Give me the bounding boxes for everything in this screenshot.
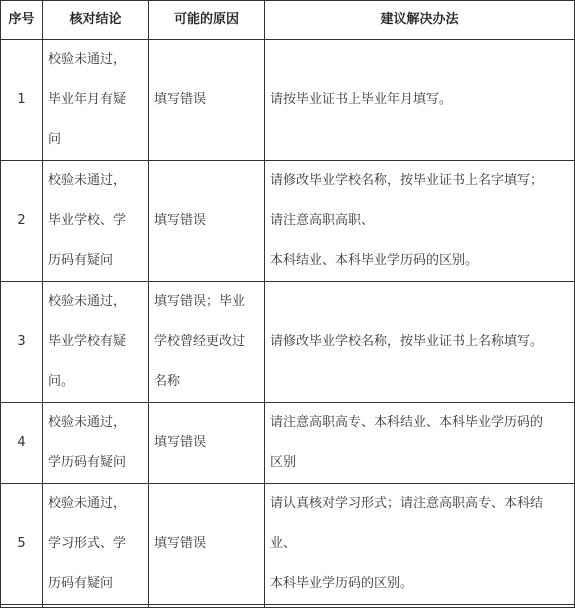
cause-line: 填写错误	[154, 536, 207, 551]
cause-line: 填写错误	[154, 435, 207, 450]
row-cause	[149, 403, 265, 484]
row-index: 3	[1, 282, 43, 403]
table-header-row	[1, 1, 575, 40]
solution-line: 请按毕业证书上毕业年月填写。	[270, 92, 453, 107]
row-index: 2	[1, 161, 43, 282]
solution-line: 请注意高职高职、	[270, 213, 375, 228]
cutoff-cell	[43, 605, 149, 608]
table-row	[1, 161, 575, 282]
header-cause: 可能的原因	[149, 1, 265, 40]
solution-line: 请修改毕业学校名称，按毕业证书上名字填写；	[270, 173, 544, 188]
table-row	[1, 403, 575, 484]
result-line: 校验未通过，	[48, 294, 127, 309]
row-result	[43, 282, 149, 403]
header-solution: 建议解决办法	[265, 1, 575, 40]
row-solution	[265, 484, 575, 605]
header-result: 核对结论	[43, 1, 149, 40]
result-line: 校验未通过，	[48, 496, 127, 511]
cause-line: 填写错误；毕业	[154, 294, 246, 309]
row-result	[43, 161, 149, 282]
solution-line: 请认真核对学习形式；请注意高职高专、本科结	[270, 496, 544, 511]
row-index: 5	[1, 484, 43, 605]
result-line: 毕业学校有疑	[48, 334, 127, 349]
table-row	[1, 40, 575, 161]
cause-line: 名称	[154, 374, 181, 389]
result-line: 历码有疑问	[48, 253, 114, 268]
row-solution	[265, 282, 575, 403]
row-index: 4	[1, 403, 43, 484]
result-line: 学习形式、学	[48, 536, 127, 551]
row-cause	[149, 282, 265, 403]
result-line: 毕业年月有疑	[48, 92, 127, 107]
solution-line: 请修改毕业学校名称，按毕业证书上名称填写。	[270, 334, 544, 349]
result-line: 历码有疑问	[48, 576, 114, 591]
solution-line: 本科结业、本科毕业学历码的区别。	[270, 253, 479, 268]
result-line: 毕业学校、学	[48, 213, 127, 228]
row-index: 1	[1, 40, 43, 161]
row-cause	[149, 40, 265, 161]
solution-line: 业、	[270, 536, 297, 551]
table-row	[1, 282, 575, 403]
result-line: 校验未通过，	[48, 173, 127, 188]
row-result	[43, 403, 149, 484]
result-line: 校验未通过，	[48, 415, 127, 430]
result-line: 问	[48, 132, 62, 147]
result-line: 学历码有疑问	[48, 455, 127, 470]
row-cause	[149, 484, 265, 605]
row-result	[43, 40, 149, 161]
cutoff-cell	[265, 605, 575, 608]
table-row-cutoff	[1, 605, 575, 608]
row-solution	[265, 161, 575, 282]
row-solution	[265, 40, 575, 161]
table-row	[1, 484, 575, 605]
solution-line: 本科毕业学历码的区别。	[270, 576, 414, 591]
result-line: 校验未通过，	[48, 52, 127, 67]
result-line: 问。	[48, 374, 75, 389]
cause-line: 填写错误	[154, 213, 207, 228]
header-index: 序号	[1, 1, 43, 40]
row-cause	[149, 161, 265, 282]
cause-line: 学校曾经更改过	[154, 334, 246, 349]
row-solution	[265, 403, 575, 484]
solution-line: 请注意高职高专、本科结业、本科毕业学历码的	[270, 415, 544, 430]
row-result	[43, 484, 149, 605]
cutoff-cell	[149, 605, 265, 608]
solution-line: 区别	[270, 455, 297, 470]
cause-line: 填写错误	[154, 92, 207, 107]
cutoff-cell	[1, 605, 43, 608]
